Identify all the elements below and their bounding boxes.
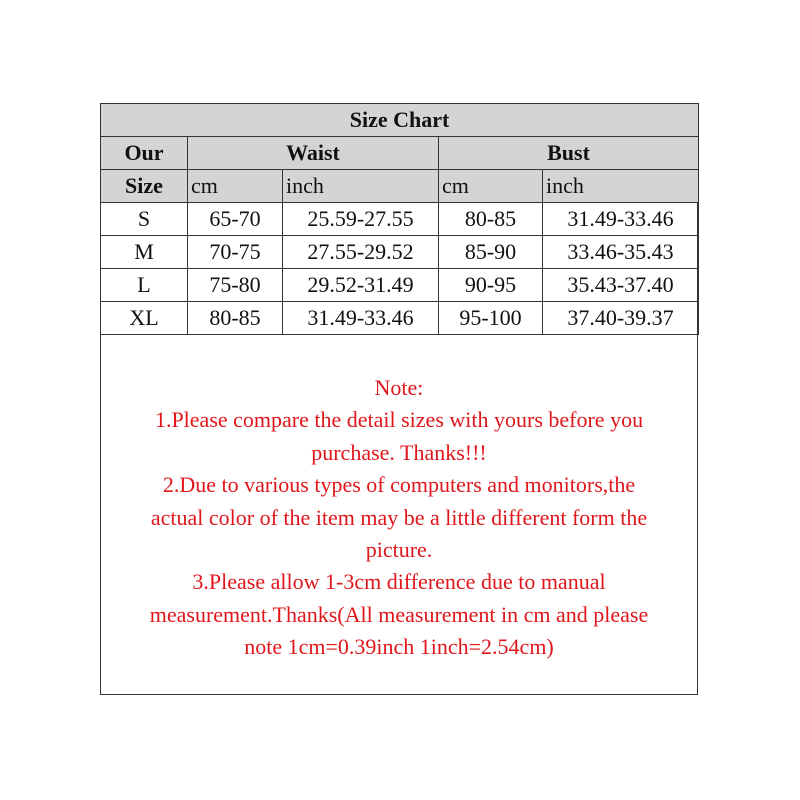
bust-cm-cell: 85-90 [439, 236, 543, 269]
waist-cm-cell: 70-75 [188, 236, 283, 269]
note-line: 1.Please compare the detail sizes with yours before you [154, 407, 644, 433]
note-line: purchase. Thanks!!! [311, 439, 487, 465]
size-cell: L [101, 269, 188, 302]
note-line: actual color of the item may be a little different form the [150, 504, 648, 530]
size-chart-table [100, 103, 699, 335]
note-line: 2.Due to various types of computers and monitors,the [162, 472, 636, 498]
bust-cm-cell: 80-85 [439, 203, 543, 236]
our-size-header-top: Our [101, 137, 188, 170]
note-heading: Note: [374, 375, 424, 400]
waist-inch-cell: 29.52-31.49 [283, 269, 439, 302]
note-line: picture. [365, 537, 433, 563]
size-chart-sheet [100, 103, 698, 695]
waist-cm-cell: 65-70 [188, 203, 283, 236]
table-row [101, 302, 699, 335]
table-row [101, 236, 699, 269]
bust-inch-cell: 35.43-37.40 [543, 269, 699, 302]
waist-cm-cell: 80-85 [188, 302, 283, 335]
waist-inch-cell: 27.55-29.52 [283, 236, 439, 269]
waist-cm-unit: cm [188, 170, 283, 203]
note-line: measurement.Thanks(All measurement in cm and please [149, 601, 649, 627]
waist-header: Waist [188, 137, 439, 170]
size-cell: M [101, 236, 188, 269]
size-cell: S [101, 203, 188, 236]
waist-inch-unit: inch [283, 170, 439, 203]
table-row [101, 203, 699, 236]
our-size-header-bottom: Size [101, 170, 188, 203]
bust-inch-cell: 31.49-33.46 [543, 203, 699, 236]
unit-header-row [101, 170, 699, 203]
table-row [101, 269, 699, 302]
note-line: 3.Please allow 1-3cm difference due to manual [192, 569, 606, 595]
bust-inch-unit: inch [543, 170, 699, 203]
note-line: note 1cm=0.39inch 1inch=2.54cm) [244, 634, 554, 660]
bust-inch-cell: 33.46-35.43 [543, 236, 699, 269]
notes-block [101, 372, 697, 664]
group-header-row [101, 137, 699, 170]
waist-inch-cell: 25.59-27.55 [283, 203, 439, 236]
waist-inch-cell: 31.49-33.46 [283, 302, 439, 335]
bust-cm-cell: 95-100 [439, 302, 543, 335]
chart-title: Size Chart [101, 104, 699, 137]
title-row [101, 104, 699, 137]
size-cell: XL [101, 302, 188, 335]
bust-header: Bust [439, 137, 699, 170]
bust-cm-cell: 90-95 [439, 269, 543, 302]
waist-cm-cell: 75-80 [188, 269, 283, 302]
bust-cm-unit: cm [439, 170, 543, 203]
bust-inch-cell: 37.40-39.37 [543, 302, 699, 335]
